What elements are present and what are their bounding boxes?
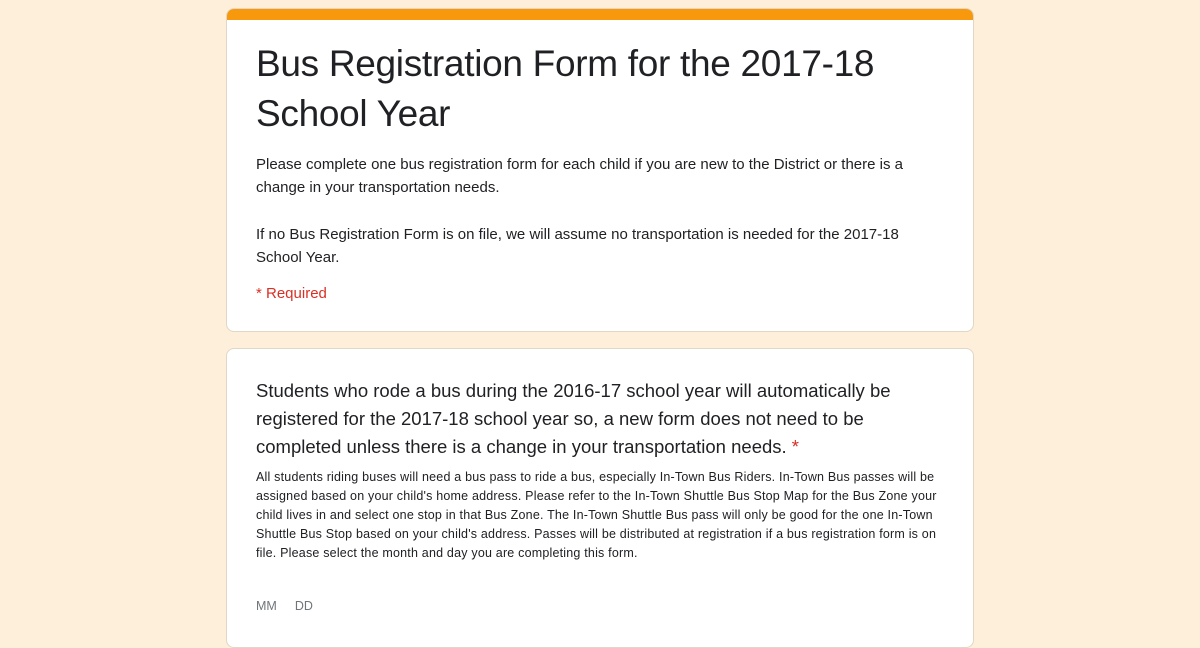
required-note: * Required [256,285,327,302]
form-title: Bus Registration Form for the 2017-18 School Year [256,43,875,134]
question-help-text: All students riding buses will need a bus pass to ride a bus, especially In-Town Bus Riders. In-Town Bus passes will be assigned based on your child's home address. Please refer to the In-Town Shuttle Bus Stop Map for the Bus Zone your child lives in and select one stop in that Bus Zone. The In-Town Shuttle Bus pass will only be good for the one In-Town Shuttle Bus Stop based on your child's address. Passes will be distributed at registration if a bus registration form is on file. Please select the month and day you are completing this form. [256,470,937,560]
form-header-card [226,8,974,332]
form-description [256,153,936,269]
date-input-group [256,599,313,613]
question-title [256,377,946,461]
question-title-text: Students who rode a bus during the 2016-17 school year will automatically be registered for the 2017-18 school year so, a new form does not need to be completed unless there is a change in your transportation needs. [256,380,891,457]
form-description-paragraph: If no Bus Registration Form is on file, we will assume no transportation is needed for the 2017-18 School Year. [256,226,899,266]
day-field-label[interactable]: DD [294,599,313,613]
required-asterisk: * [791,436,799,457]
question-card [226,348,974,648]
month-field-label[interactable]: MM [256,599,277,613]
theme-accent-bar [227,9,973,20]
form-description-paragraph: Please complete one bus registration form for each child if you are new to the District or there is a change in your transportation needs. [256,156,903,196]
